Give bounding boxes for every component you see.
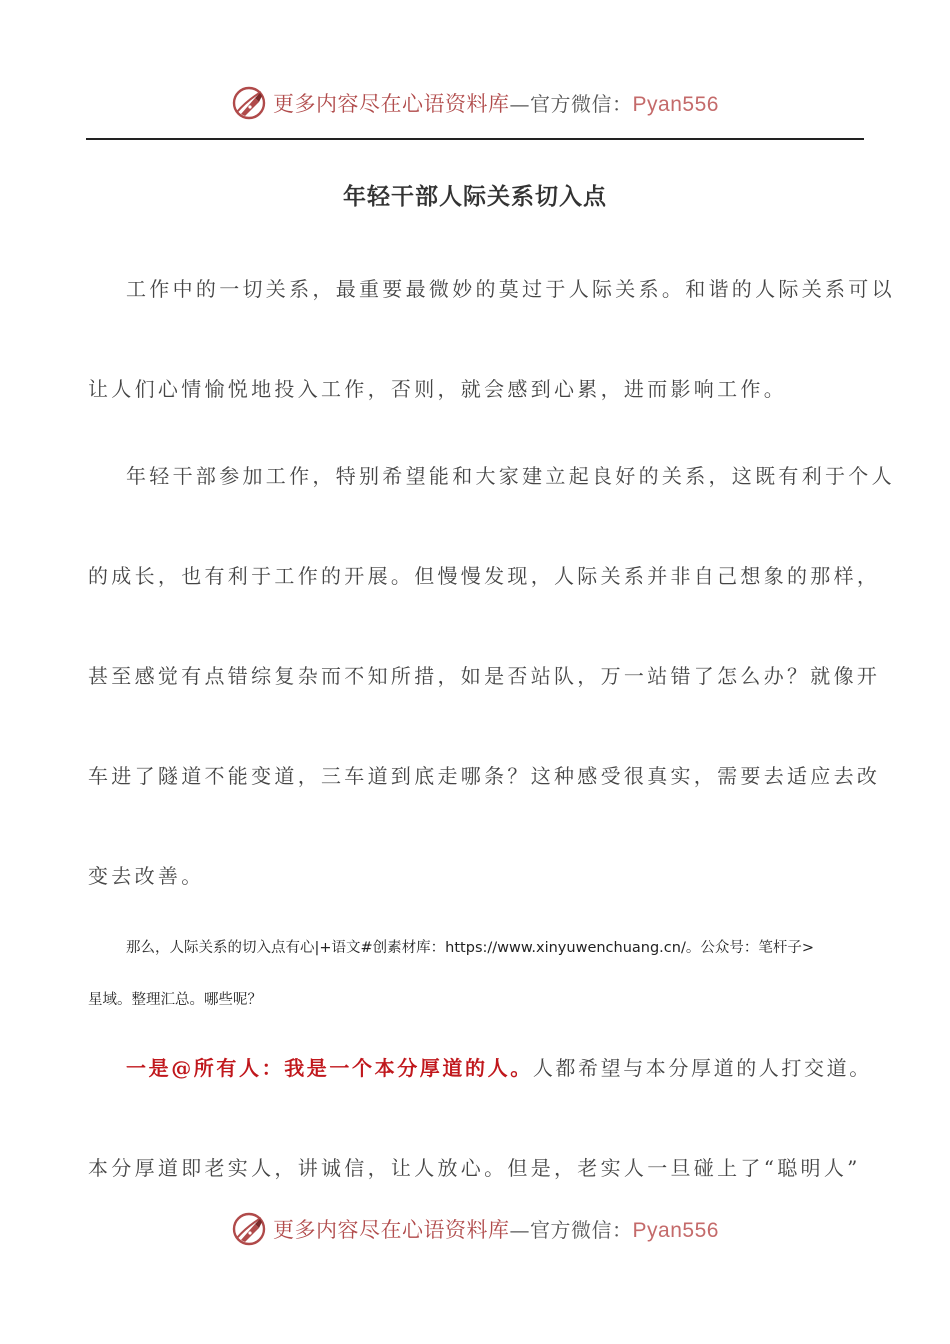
body-line-7: 变去改善。 (88, 864, 205, 888)
footer-wechat-handle: Pyan556 (632, 1219, 719, 1242)
header-wechat-handle: Pyan556 (632, 93, 719, 116)
footer-official-text: —官方微信： (509, 1218, 633, 1242)
pen-nib-logo-icon (231, 1211, 267, 1247)
header-divider (86, 138, 864, 140)
body-line-6: 车进了隧道不能变道，三车道到底走哪条？这种感受很真实，需要去适应去改 (88, 764, 881, 788)
header-brand (273, 88, 719, 118)
point-one-rest: 人都希望与本分厚道的人打交道。 (532, 1056, 872, 1080)
footer-brand (273, 1214, 719, 1244)
pen-nib-logo-icon (231, 85, 267, 121)
body-line-5: 甚至感觉有点错综复杂而不知所措，如是否站队，万一站错了怎么办？就像开 (88, 664, 881, 688)
document-title: 年轻干部人际关系切入点 (343, 183, 607, 210)
footer-brand-text: 更多内容尽在心语资料库 (273, 1218, 510, 1242)
point-one-heading: 一是@所有人：我是一个本分厚道的人。 (126, 1056, 533, 1080)
body-line-2: 让人们心情愉悦地投入工作，否则，就会感到心累，进而影响工作。 (88, 377, 787, 401)
page-header (0, 82, 950, 124)
body-line-1: 工作中的一切关系，最重要最微妙的莫过于人际关系。和谐的人际关系可以 (126, 277, 895, 301)
point-one-line (126, 1052, 872, 1081)
page-footer (0, 1208, 950, 1250)
body-line-3: 年轻干部参加工作，特别希望能和大家建立起良好的关系，这既有利于个人 (126, 464, 895, 488)
small-line-2: 星域。整理汇总。哪些呢？ (88, 992, 262, 1008)
body-line-4: 的成长，也有利于工作的开展。但慢慢发现，人际关系并非自己想象的那样， (88, 564, 881, 588)
header-official-text: —官方微信： (509, 92, 633, 116)
header-brand-text: 更多内容尽在心语资料库 (273, 92, 510, 116)
body-line-last: 本分厚道即老实人，讲诚信，让人放心。但是，老实人一旦碰上了“聪明人” (88, 1156, 861, 1180)
small-line-1: 那么，人际关系的切入点有心|+语文#创素材库：https://www.xinyuwenchuang.cn/。公众号：笔杆子> (126, 940, 814, 956)
